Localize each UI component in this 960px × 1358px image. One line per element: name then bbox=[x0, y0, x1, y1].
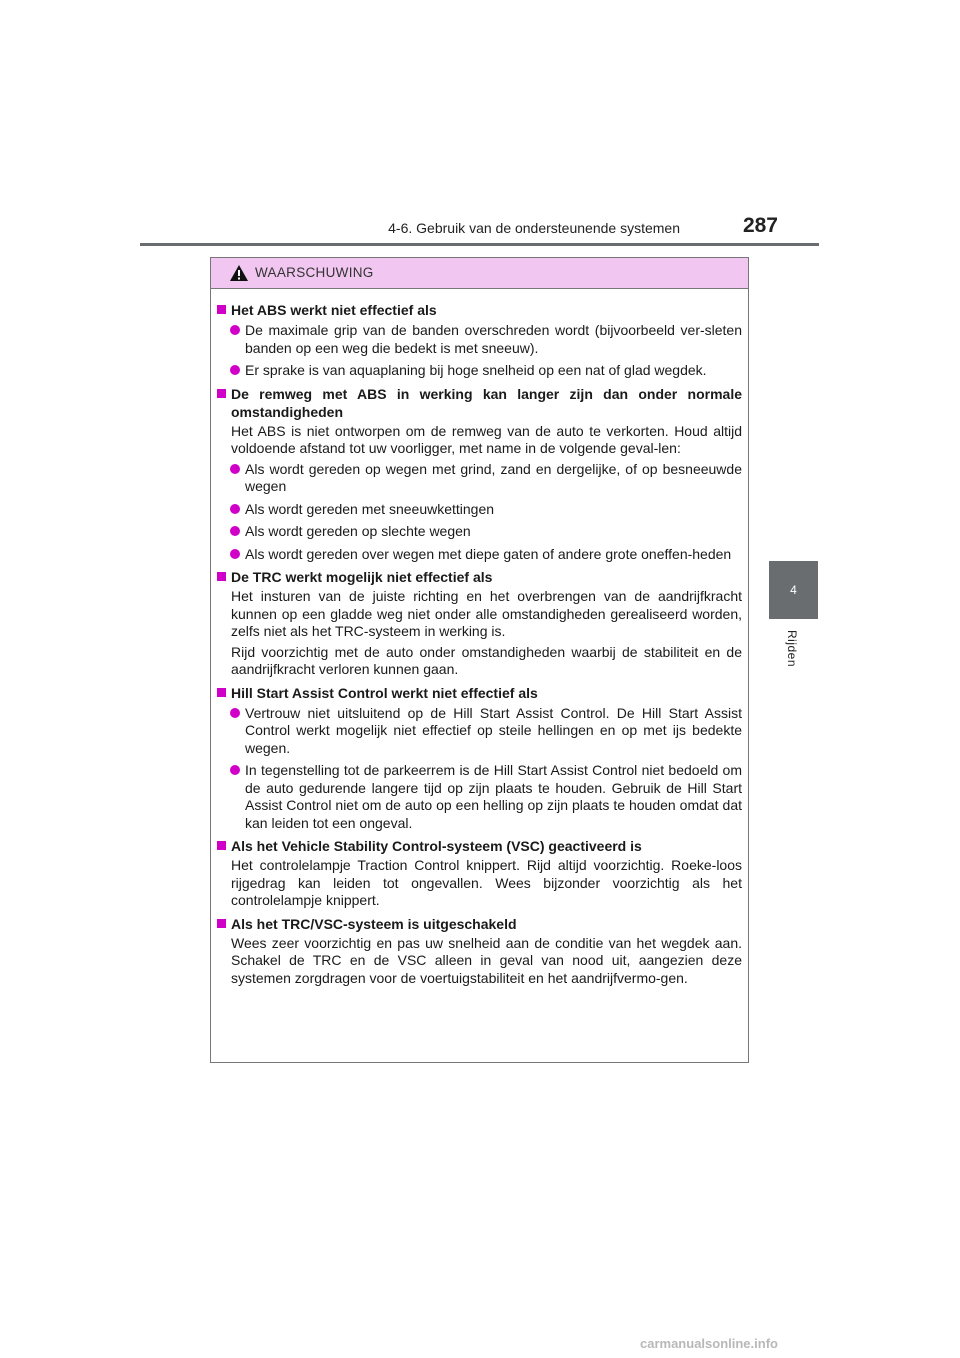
circle-bullet-icon bbox=[230, 526, 240, 536]
header-divider bbox=[140, 243, 819, 246]
body-paragraph: Het insturen van de juiste richting en het overbrengen van de aandrijfkracht kunnen op een gladde weg niet onder alle omstandigheden gerealiseerd worden, zelfs niet als het TRC-systeem in werking is. bbox=[231, 588, 742, 639]
section-heading-text: De remweg met ABS in werking kan langer zijn dan onder normale omstandigheden bbox=[231, 385, 742, 420]
section-heading bbox=[216, 837, 742, 855]
warning-header bbox=[211, 258, 748, 289]
bullet-item bbox=[216, 705, 742, 758]
square-bullet-icon bbox=[217, 305, 226, 314]
circle-bullet-icon bbox=[230, 504, 240, 514]
circle-bullet-icon bbox=[230, 365, 240, 375]
bullet-text: Als wordt gereden op slechte wegen bbox=[245, 523, 471, 539]
circle-bullet-icon bbox=[230, 549, 240, 559]
warning-content bbox=[211, 289, 748, 987]
bullet-item bbox=[216, 762, 742, 832]
page-number: 287 bbox=[742, 214, 778, 237]
section-heading bbox=[216, 301, 742, 319]
circle-bullet-icon bbox=[230, 325, 240, 335]
section-heading-text: De TRC werkt mogelijk niet effectief als bbox=[231, 569, 493, 585]
body-paragraph: Rijd voorzichtig met de auto onder omstandigheden waarbij de stabiliteit en de aandrijfkracht verloren kunnen gaan. bbox=[231, 643, 742, 677]
square-bullet-icon bbox=[217, 572, 226, 581]
circle-bullet-icon bbox=[230, 765, 240, 775]
section-heading-text: Als het TRC/VSC-systeem is uitgeschakeld bbox=[231, 915, 517, 932]
body-paragraph: Het controlelampje Traction Control knippert. Rijd altijd voorzichtig. Roeke-loos rijgedrag kan leiden tot ongevallen. Wees bijzonder voorzichtig als het controlelampje knippert. bbox=[231, 857, 742, 908]
section-heading-text: Als het Vehicle Stability Control-systeem (VSC) geactiveerd is bbox=[231, 838, 642, 854]
warning-box bbox=[210, 257, 749, 1063]
warning-section bbox=[216, 684, 742, 833]
section-heading bbox=[216, 568, 742, 586]
square-bullet-icon bbox=[217, 389, 226, 398]
square-bullet-icon bbox=[217, 841, 226, 850]
section-heading bbox=[216, 684, 742, 702]
section-heading bbox=[216, 385, 742, 421]
warning-section bbox=[216, 915, 742, 988]
warning-section bbox=[216, 385, 742, 564]
bullet-text: Er sprake is van aquaplaning bij hoge snelheid op een nat of glad wegdek. bbox=[245, 362, 707, 378]
bullet-text: In tegenstelling tot de parkeerrem is de Hill Start Assist Control niet bedoeld om de auto gedurende langere tijd op zijn plaats te houden. Gebruik de Hill Start Assist Control niet om de auto op een helling op zijn plaats te houden omdat dat kan leiden tot een ongeval. bbox=[245, 762, 742, 831]
bullet-item bbox=[216, 322, 742, 357]
square-bullet-icon bbox=[217, 688, 226, 697]
body-paragraph: Wees zeer voorzichtig en pas uw snelheid aan de conditie van het wegdek aan. Schakel de TRC en de VSC alleen in geval van nood uit, aangezien deze systemen zorgdragen voor de voertuigstabiliteit en het aandrijfvermo-gen. bbox=[231, 934, 742, 986]
square-bullet-icon bbox=[217, 919, 226, 928]
section-heading-text: Het ABS werkt niet effectief als bbox=[231, 302, 437, 318]
body-paragraph: Het ABS is niet ontworpen om de remweg van de auto te verkorten. Houd altijd voldoende afstand tot uw voorligger, met name in de volgende geval-len: bbox=[231, 422, 742, 456]
warning-section bbox=[216, 837, 742, 910]
circle-bullet-icon bbox=[230, 464, 240, 474]
warning-title: WAARSCHUWING bbox=[255, 265, 374, 280]
bullet-item bbox=[216, 546, 742, 564]
warning-triangle-icon bbox=[229, 264, 249, 282]
bullet-item bbox=[216, 362, 742, 380]
bullet-item bbox=[216, 461, 742, 496]
bullet-text: Als wordt gereden op wegen met grind, zand en dergelijke, of op besneeuwde wegen bbox=[245, 460, 742, 494]
chapter-label: Rijden bbox=[785, 630, 799, 668]
bullet-item bbox=[216, 523, 742, 541]
bullet-item bbox=[216, 501, 742, 519]
warning-section bbox=[216, 568, 742, 679]
bullet-text: Als wordt gereden over wegen met diepe gaten of andere grote oneffen-heden bbox=[245, 545, 732, 562]
watermark: carmanualsonline.info bbox=[640, 1336, 778, 1351]
section-header-title: 4-6. Gebruik van de ondersteunende systemen bbox=[388, 220, 680, 236]
bullet-text: Als wordt gereden met sneeuwkettingen bbox=[245, 500, 495, 517]
section-heading-text: Hill Start Assist Control werkt niet effectief als bbox=[231, 684, 538, 701]
circle-bullet-icon bbox=[230, 708, 240, 718]
bullet-text: De maximale grip van de banden overschreden wordt (bijvoorbeeld ver-sleten banden op een weg die bedekt is met sneeuw). bbox=[245, 322, 742, 356]
bullet-text: Vertrouw niet uitsluitend op de Hill Start Assist Control. De Hill Start Assist Control werkt mogelijk niet effectief op steile hellingen en op met ijs bedekte wegen. bbox=[245, 704, 742, 756]
chapter-tab: 4 bbox=[769, 561, 818, 619]
section-heading bbox=[216, 915, 742, 933]
warning-section bbox=[216, 301, 742, 380]
